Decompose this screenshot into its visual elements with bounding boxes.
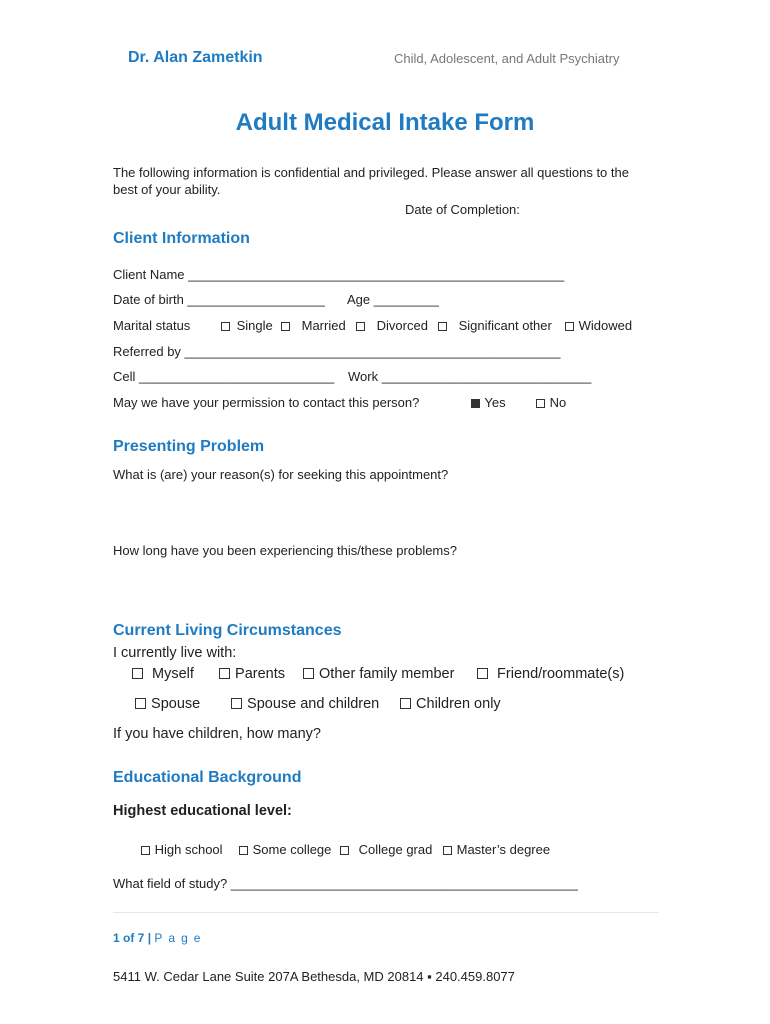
checkbox-icon[interactable] bbox=[565, 322, 574, 331]
client-name-field[interactable]: Client Name ____________________________________________________ bbox=[113, 267, 565, 282]
checkbox-icon[interactable] bbox=[132, 668, 143, 679]
education-masters-degree[interactable]: Master’s degree bbox=[443, 842, 550, 857]
checked-checkbox-icon[interactable] bbox=[471, 399, 480, 408]
field-of-study-field[interactable]: What field of study? ________________________________________________ bbox=[113, 876, 578, 891]
page-title: Adult Medical Intake Form bbox=[235, 109, 535, 136]
live-with-children-only[interactable]: Children only bbox=[400, 696, 501, 712]
duration-question: How long have you been experiencing this/these problems? bbox=[113, 543, 457, 558]
checkbox-icon[interactable] bbox=[135, 698, 146, 709]
doctor-name: Dr. Alan Zametkin bbox=[128, 49, 263, 66]
intro-paragraph: The following information is confidential and privileged. Please answer all questions to the best of your ability. bbox=[113, 165, 629, 197]
marital-option-significant-other[interactable]: Significant other bbox=[438, 318, 552, 333]
live-with-other-family[interactable]: Other family member bbox=[303, 666, 454, 682]
checkbox-icon[interactable] bbox=[477, 668, 488, 679]
checkbox-icon[interactable] bbox=[356, 322, 365, 331]
live-with-spouse-and-children[interactable]: Spouse and children bbox=[231, 696, 379, 712]
checkbox-icon[interactable] bbox=[221, 322, 230, 331]
permission-yes-option[interactable]: Yes bbox=[471, 395, 506, 410]
client-information-heading: Client Information bbox=[113, 230, 250, 247]
live-with-parents[interactable]: Parents bbox=[219, 666, 285, 682]
footer-divider bbox=[113, 912, 659, 913]
marital-option-widowed[interactable]: Widowed bbox=[565, 318, 632, 333]
marital-option-married[interactable]: Married bbox=[281, 318, 346, 333]
checkbox-icon[interactable] bbox=[303, 668, 314, 679]
marital-option-divorced[interactable]: Divorced bbox=[356, 318, 428, 333]
checkbox-icon[interactable] bbox=[219, 668, 230, 679]
living-circumstances-heading: Current Living Circumstances bbox=[113, 622, 342, 639]
educational-background-heading: Educational Background bbox=[113, 769, 302, 786]
checkbox-icon[interactable] bbox=[400, 698, 411, 709]
dob-field[interactable]: Date of birth ___________________ bbox=[113, 292, 325, 307]
live-with-label: I currently live with: bbox=[113, 645, 237, 661]
checkbox-icon[interactable] bbox=[239, 846, 248, 855]
age-field[interactable]: Age _________ bbox=[347, 292, 439, 307]
checkbox-icon[interactable] bbox=[536, 399, 545, 408]
practice-address: 5411 W. Cedar Lane Suite 207A Bethesda, MD 20814 ▪ 240.459.8077 bbox=[113, 969, 515, 984]
education-college-grad[interactable]: College grad bbox=[340, 842, 432, 857]
practice-specialty: Child, Adolescent, and Adult Psychiatry bbox=[394, 51, 620, 66]
permission-question: May we have your permission to contact this person? bbox=[113, 395, 420, 410]
checkbox-icon[interactable] bbox=[281, 322, 290, 331]
checkbox-icon[interactable] bbox=[141, 846, 150, 855]
live-with-friend[interactable]: Friend/roommate(s) bbox=[477, 666, 624, 682]
education-high-school[interactable]: High school bbox=[141, 842, 223, 857]
checkbox-icon[interactable] bbox=[438, 322, 447, 331]
reason-question: What is (are) your reason(s) for seeking this appointment? bbox=[113, 467, 449, 482]
live-with-spouse[interactable]: Spouse bbox=[135, 696, 200, 712]
education-level-label: Highest educational level: bbox=[113, 803, 292, 819]
education-some-college[interactable]: Some college bbox=[239, 842, 331, 857]
presenting-problem-heading: Presenting Problem bbox=[113, 438, 265, 455]
marital-status-label: Marital status bbox=[113, 318, 191, 333]
work-field[interactable]: Work _____________________________ bbox=[348, 369, 592, 384]
checkbox-icon[interactable] bbox=[340, 846, 349, 855]
date-of-completion-label: Date of Completion: bbox=[405, 202, 520, 217]
checkbox-icon[interactable] bbox=[231, 698, 242, 709]
children-count-question: If you have children, how many? bbox=[113, 726, 321, 742]
permission-no-option[interactable]: No bbox=[536, 395, 566, 410]
marital-option-single[interactable]: Single bbox=[221, 318, 273, 333]
checkbox-icon[interactable] bbox=[443, 846, 452, 855]
referred-by-field[interactable]: Referred by ____________________________________________________ bbox=[113, 344, 561, 359]
cell-field[interactable]: Cell ___________________________ bbox=[113, 369, 335, 384]
page-number: 1 of 7 | Page bbox=[113, 931, 207, 945]
live-with-myself[interactable]: Myself bbox=[132, 666, 194, 682]
